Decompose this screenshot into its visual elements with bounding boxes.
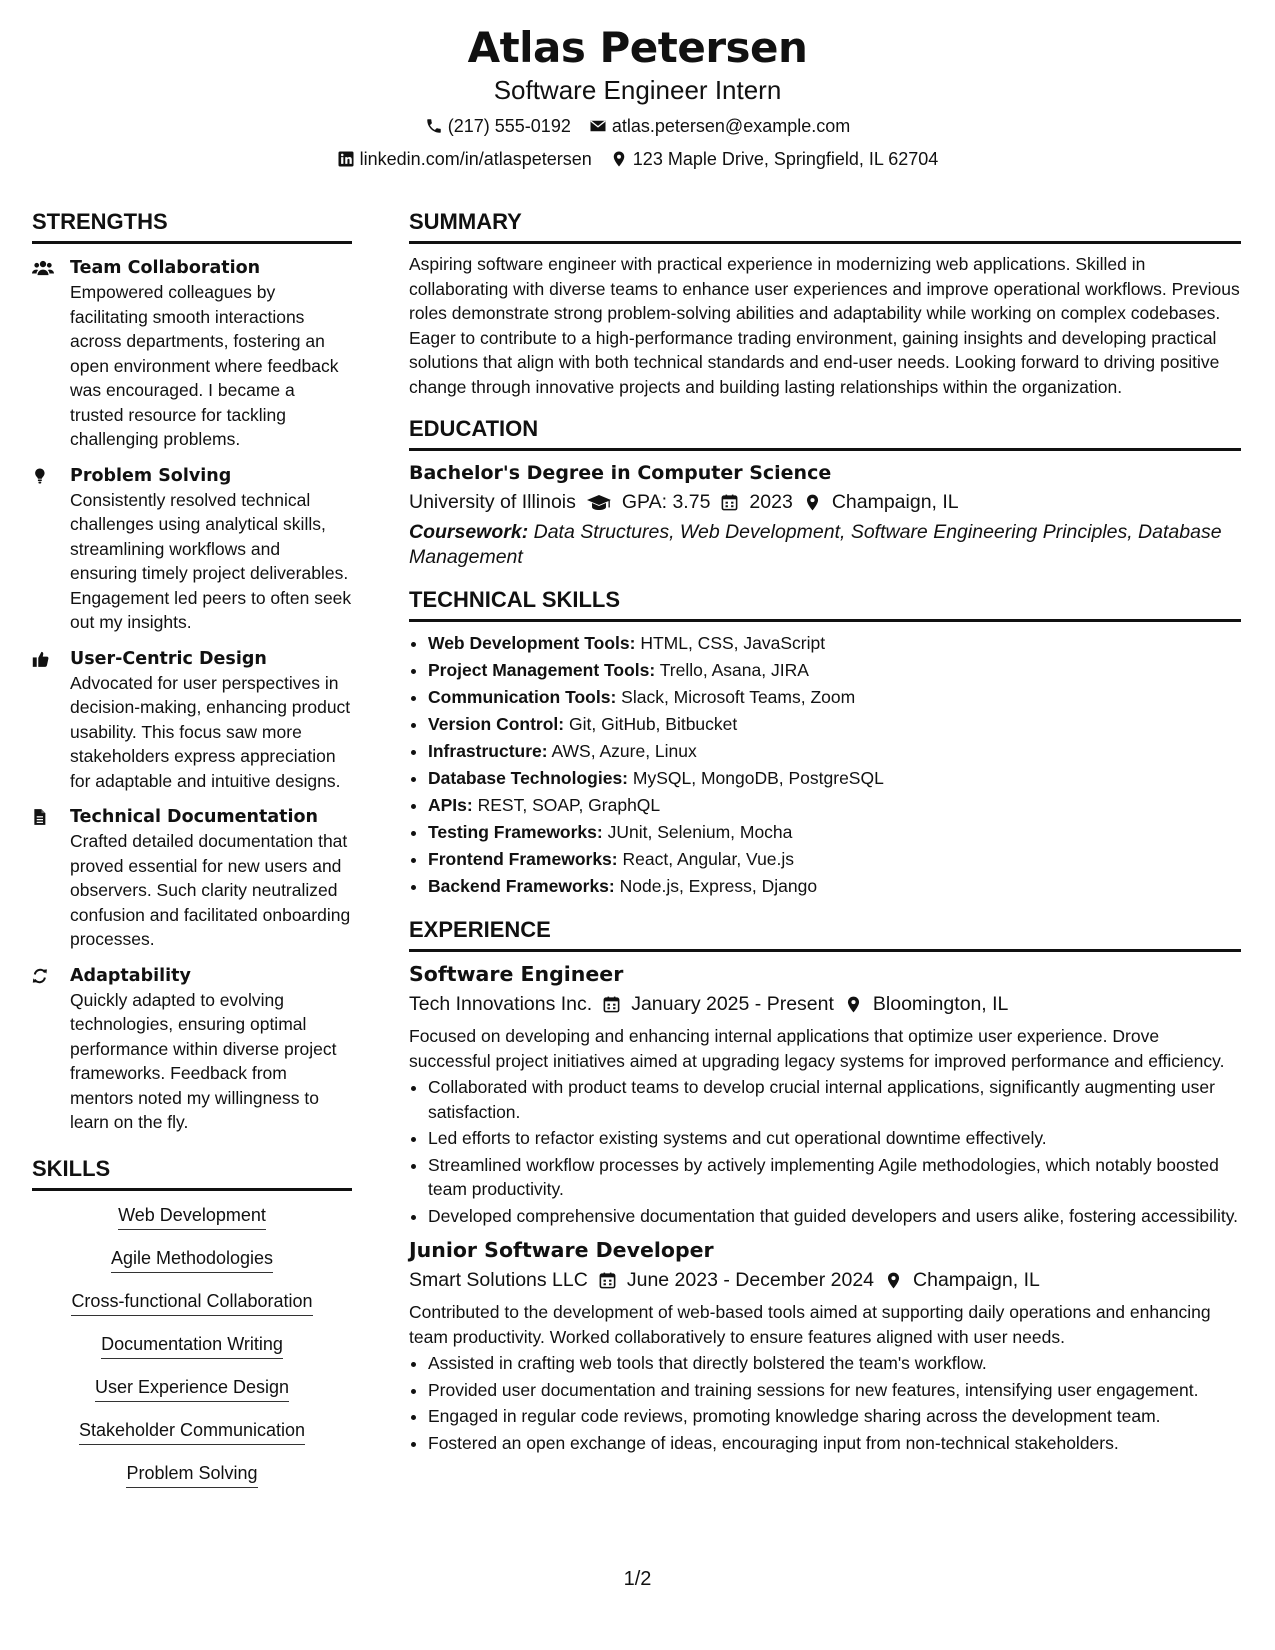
strength-description: Advocated for user perspectives in decision-making, enhancing product usability. This focus saw more stakeholders express appreciation for adaptable and intuitive designs.	[70, 672, 351, 791]
map-marker-icon	[844, 995, 863, 1014]
company-name: Smart Solutions LLC	[409, 1269, 588, 1291]
job-bullets	[409, 1351, 1241, 1455]
skill-category: Infrastructure:	[428, 741, 548, 761]
gpa-text: GPA: 3.75	[621, 491, 711, 513]
skill-values: Trello, Asana, JIRA	[659, 660, 809, 680]
strength-description: Quickly adapted to evolving technologies, ensuring optimal performance within diverse project frameworks. Feedback from mentors noted my willingness to learn on the fly.	[70, 989, 337, 1132]
experience-section	[409, 916, 1241, 1455]
list-item	[428, 846, 1241, 873]
address-contact	[610, 148, 939, 170]
strength-title: Problem Solving	[70, 465, 232, 486]
list-item: • Streamlined workflow processes by actively implementing Agile methodologies, which notably boosted team productivity.	[428, 1153, 1241, 1202]
email-contact[interactable]	[589, 115, 850, 137]
summary-heading: SUMMARY	[409, 208, 1241, 244]
skill-tag: Problem Solving	[126, 1461, 257, 1488]
education-section	[409, 415, 1241, 570]
job-description: Focused on developing and enhancing internal applications that optimize user experience. Drove successful project initiatives aimed at upgrading legacy systems for improved performance and efficiency.	[409, 1026, 1225, 1071]
candidate-name: Atlas Petersen	[467, 23, 808, 72]
right-column	[409, 208, 1241, 1457]
skill-category: Backend Frameworks:	[428, 876, 615, 896]
sync-icon	[32, 964, 70, 1135]
strength-title: Adaptability	[70, 965, 191, 986]
technical-skills-heading: TECHNICAL SKILLS	[409, 586, 1241, 622]
skill-category: Web Development Tools:	[428, 633, 636, 653]
skill-values: React, Angular, Vue.js	[622, 849, 795, 869]
job-entry	[409, 1236, 1241, 1455]
phone-contact[interactable]	[425, 115, 571, 137]
skill-values: MySQL, MongoDB, PostgreSQL	[632, 768, 884, 788]
linkedin-text: linkedin.com/in/atlaspetersen	[359, 149, 592, 169]
resume-header	[0, 22, 1275, 170]
address-text: 123 Maple Drive, Springfield, IL 62704	[632, 149, 939, 169]
graduation-cap-icon	[586, 493, 612, 512]
list-item	[428, 792, 1241, 819]
summary-text: Aspiring software engineer with practical experience in modernizing web applications. Skilled in collaborating with diverse teams to enhance user experiences and improve operational workflows. Previous roles demonstrate strong problem-solving abilities and adaptability while working on complex codebases. Eager to contribute to a high-performance trading environment, gaining insights and developing practical solutions that align with both technical standards and end-user needs. Looking forward to driving positive change through innovative projects and building lasting relationships within the organization.	[409, 254, 1240, 397]
list-item: • Provided user documentation and training sessions for new features, intensifying user engagement.	[428, 1378, 1241, 1403]
job-bullets	[409, 1075, 1241, 1228]
list-item: • Collaborated with product teams to develop crucial internal applications, significantly augmenting user satisfaction.	[428, 1075, 1241, 1124]
strength-item	[32, 805, 352, 952]
job-dates: January 2025 - Present	[631, 993, 834, 1015]
strength-item	[32, 256, 352, 452]
skill-tag: Web Development	[118, 1203, 266, 1230]
experience-heading: EXPERIENCE	[409, 916, 1241, 952]
skills-heading: SKILLS	[32, 1155, 352, 1191]
list-item: • Engaged in regular code reviews, promoting knowledge sharing across the development team.	[428, 1404, 1241, 1429]
calendar-icon	[602, 995, 621, 1014]
users-icon	[32, 256, 70, 452]
calendar-icon	[598, 1271, 617, 1290]
strength-description: Crafted detailed documentation that proved essential for new users and observers. Such clarity neutralized confusion and facilitated onboarding processes.	[70, 831, 351, 949]
list-item	[428, 711, 1241, 738]
skill-tag: Agile Methodologies	[111, 1246, 273, 1273]
strength-item	[32, 647, 352, 794]
skill-values: Slack, Microsoft Teams, Zoom	[621, 687, 856, 707]
technical-skills-section	[409, 586, 1241, 900]
skill-values: JUnit, Selenium, Mocha	[607, 822, 793, 842]
strength-description: Empowered colleagues by facilitating smooth interactions across departments, fostering an open environment where feedback was encouraged. I became a trusted resource for tackling challenging problems.	[70, 282, 339, 449]
list-item: • Fostered an open exchange of ideas, encouraging input from non-technical stakeholders.	[428, 1431, 1241, 1456]
phone-text: (217) 555-0192	[447, 116, 571, 136]
job-title: Junior Software Developer	[409, 1238, 714, 1262]
skill-values: REST, SOAP, GraphQL	[477, 795, 661, 815]
skill-tag: Documentation Writing	[101, 1332, 283, 1359]
linkedin-contact[interactable]	[337, 148, 592, 170]
skill-tag: Stakeholder Communication	[79, 1418, 305, 1445]
list-item	[428, 630, 1241, 657]
job-meta	[409, 1266, 1241, 1294]
job-location: Bloomington, IL	[872, 993, 1009, 1015]
skill-values: Git, GitHub, Bitbucket	[569, 714, 738, 734]
education-heading: EDUCATION	[409, 415, 1241, 451]
envelope-icon	[589, 117, 607, 135]
graduation-year: 2023	[749, 491, 793, 513]
skill-category: APIs:	[428, 795, 473, 815]
list-item	[428, 684, 1241, 711]
job-entry	[409, 960, 1241, 1228]
skill-tag: Cross-functional Collaboration	[71, 1289, 312, 1316]
coursework	[409, 520, 1241, 570]
strengths-heading: STRENGTHS	[32, 208, 352, 244]
strength-item	[32, 464, 352, 635]
skill-category: Version Control:	[428, 714, 565, 734]
candidate-title: Software Engineer Intern	[493, 75, 782, 105]
technical-skills-list	[409, 630, 1241, 900]
skill-values: AWS, Azure, Linux	[551, 741, 697, 761]
list-item	[428, 819, 1241, 846]
email-text: atlas.petersen@example.com	[611, 116, 851, 136]
skill-tag: User Experience Design	[95, 1375, 289, 1402]
list-item: • Developed comprehensive documentation that guided developers and users alike, fostering accessibility.	[428, 1204, 1241, 1229]
skill-category: Communication Tools:	[428, 687, 617, 707]
list-item	[428, 873, 1241, 900]
left-column	[32, 208, 352, 1504]
list-item	[428, 657, 1241, 684]
school-name: University of Illinois	[409, 491, 576, 513]
skill-category: Project Management Tools:	[428, 660, 656, 680]
strength-title: Technical Documentation	[70, 807, 319, 827]
map-marker-icon	[884, 1271, 903, 1290]
file-icon	[32, 805, 70, 952]
contact-row-2	[0, 148, 1275, 170]
skill-category: Database Technologies:	[428, 768, 629, 788]
contact-row	[0, 115, 1275, 137]
job-description: Contributed to the development of web-based tools aimed at supporting daily operations and enhancing team productivity. Worked collaboratively to ensure features aligned with user needs.	[409, 1302, 1211, 1347]
company-name: Tech Innovations Inc.	[409, 993, 593, 1015]
job-dates: June 2023 - December 2024	[626, 1269, 875, 1291]
skill-category: Frontend Frameworks:	[428, 849, 618, 869]
strength-item	[32, 964, 352, 1135]
job-title: Software Engineer	[409, 962, 624, 986]
list-item: • Led efforts to refactor existing systems and cut operational downtime effectively.	[428, 1126, 1241, 1151]
job-location: Champaign, IL	[913, 1269, 1040, 1291]
skills-list	[32, 1203, 352, 1488]
phone-icon	[425, 117, 443, 135]
list-item: • Assisted in crafting web tools that directly bolstered the team's workflow.	[428, 1351, 1241, 1376]
page-number: 1/2	[623, 1568, 652, 1590]
list-item	[428, 738, 1241, 765]
school-location: Champaign, IL	[831, 491, 959, 513]
coursework-list: Data Structures, Web Development, Software Engineering Principles, Database Management	[409, 521, 1222, 568]
lightbulb-icon	[32, 464, 70, 635]
strength-title: Team Collaboration	[70, 258, 261, 278]
strength-title: User-Centric Design	[70, 648, 267, 669]
job-meta	[409, 990, 1241, 1018]
calendar-icon	[720, 493, 739, 512]
list-item	[428, 765, 1241, 792]
map-marker-icon	[610, 150, 628, 168]
skill-values: Node.js, Express, Django	[619, 876, 818, 896]
skill-category: Testing Frameworks:	[428, 822, 603, 842]
coursework-label: Coursework:	[409, 521, 529, 543]
strength-description: Consistently resolved technical challenges using analytical skills, streamlining workflows and ensuring timely project deliverables. Engagement led peers to often seek out my insights.	[70, 489, 352, 632]
education-meta	[409, 488, 1241, 516]
degree-title: Bachelor's Degree in Computer Science	[409, 462, 832, 484]
thumbs-up-icon	[32, 647, 70, 794]
map-marker-icon	[803, 493, 822, 512]
skill-values: HTML, CSS, JavaScript	[640, 633, 826, 653]
linkedin-icon	[337, 150, 355, 168]
